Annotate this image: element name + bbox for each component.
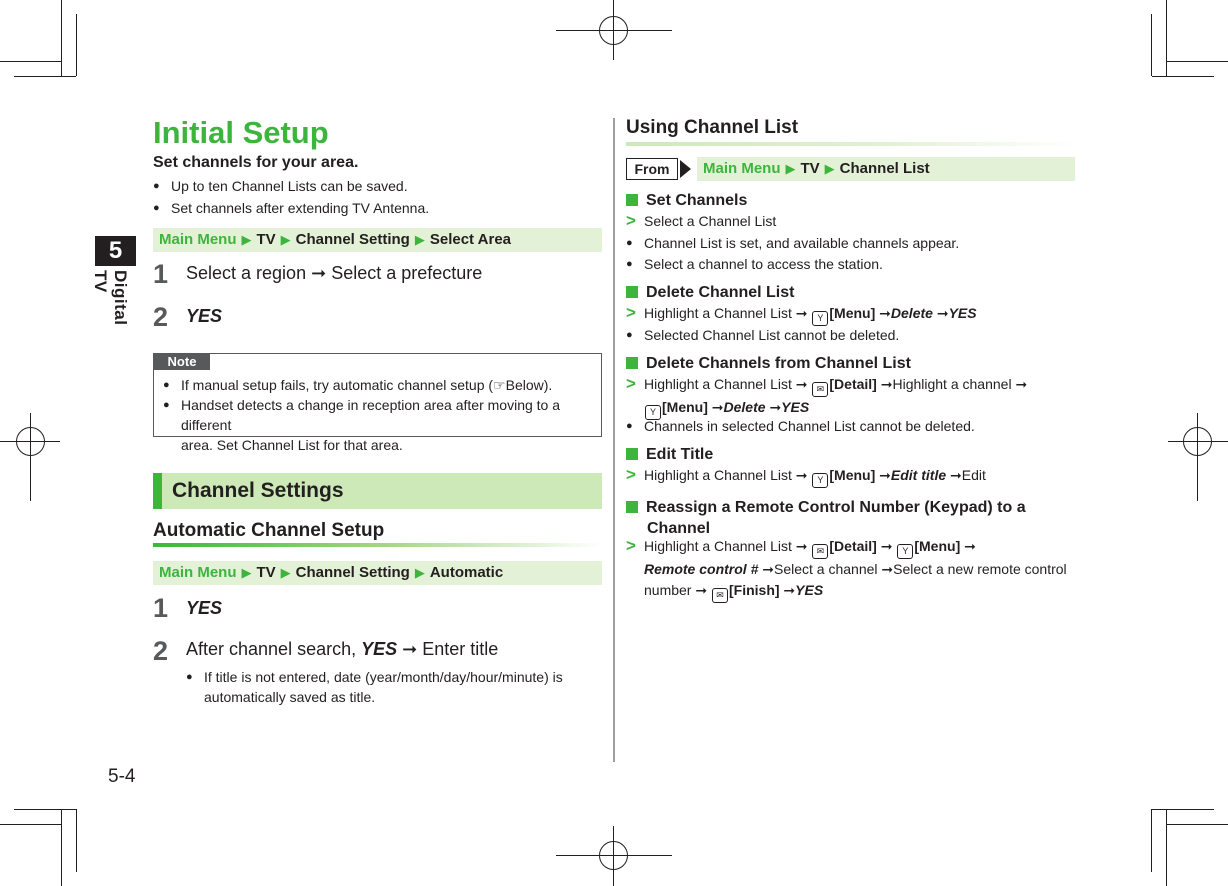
note-text: Below).: [505, 377, 553, 393]
chevron-right-icon: >: [626, 374, 636, 393]
chapter-title: Digital TV: [91, 270, 130, 326]
auto-step-1-text: YES: [186, 598, 223, 618]
arrow-right-icon: ➞: [695, 582, 708, 598]
arrow-right-icon: ➞: [880, 538, 893, 554]
breadcrumb-tv: TV: [256, 564, 276, 581]
square-bullet-icon: [626, 194, 638, 206]
action-text: YES: [781, 399, 810, 415]
square-bullet-icon: [626, 448, 638, 460]
step-text-part: Select a region: [186, 263, 307, 283]
arrow-right-icon: ➞: [1015, 376, 1028, 392]
arrow-right-icon: ➞: [879, 467, 891, 483]
step-text-part: YES: [361, 639, 398, 659]
title-underline: [626, 142, 1075, 146]
action-text: number: [644, 582, 692, 598]
square-bullet-icon: [626, 357, 638, 369]
action-text: [Menu]: [662, 399, 708, 415]
pointing-hand-icon: ☞: [493, 377, 506, 393]
breadcrumb-arrow-icon: ▶: [280, 232, 291, 247]
chevron-right-icon: >: [626, 303, 636, 322]
action-text: Select a new remote control: [893, 561, 1067, 577]
heading-text: Delete Channels from Channel List: [646, 355, 911, 372]
arrow-right-icon: ➞: [950, 467, 962, 483]
page-title: Initial Setup: [153, 115, 329, 150]
step-text-part: Enter title: [422, 639, 499, 659]
mail-key-icon: ✉: [812, 382, 828, 397]
action-text: [Finish]: [728, 582, 780, 598]
arrow-right-icon: ➞: [964, 538, 976, 554]
list-item: ● Channel List is set, and available channels appear.: [626, 233, 959, 253]
breadcrumb-main-menu: Main Menu: [159, 564, 237, 581]
arrow-right-icon: ➞: [711, 399, 724, 415]
page-number: 5-4: [108, 766, 136, 787]
mail-key-icon: ✉: [712, 588, 728, 603]
list-item: ● Selected Channel List cannot be deleted.: [626, 325, 899, 345]
arrow-right-icon: ➞: [762, 561, 774, 577]
breadcrumb-automatic: Automatic: [429, 564, 504, 581]
action-text: Select a channel: [773, 561, 878, 577]
from-label: From: [626, 158, 678, 180]
action-text: Edit: [961, 467, 986, 483]
arrow-right-icon: ➞: [795, 305, 808, 321]
action-text: Highlight a Channel List: [644, 467, 792, 483]
section-title: Channel Settings: [153, 473, 602, 509]
chapter-number: 5: [95, 236, 136, 266]
note-text: Handset detects a change in reception area after moving to a different: [181, 397, 561, 433]
arrow-right-icon: ➞: [880, 376, 893, 392]
action-line: [626, 374, 1027, 420]
step-1-text: [186, 263, 482, 284]
chevron-right-icon: >: [626, 536, 636, 555]
square-bullet-icon: [626, 286, 638, 298]
action-line: [626, 303, 977, 326]
from-arrow-icon: [680, 160, 691, 178]
edit-title-heading: [626, 446, 713, 464]
chevron-right-icon: >: [626, 465, 636, 484]
breadcrumb-channel-setting: Channel Setting: [295, 564, 410, 581]
action-text: [Menu]: [914, 538, 961, 554]
action-text: YES: [948, 305, 977, 321]
arrow-right-icon: ➞: [936, 305, 949, 321]
step-text-part: Select a prefecture: [331, 263, 483, 283]
arrow-right-icon: ➞: [795, 467, 808, 483]
breadcrumb-main-menu: Main Menu: [159, 231, 237, 248]
action-line: [626, 211, 776, 232]
breadcrumb-arrow-icon: ▶: [414, 232, 425, 247]
breadcrumb-arrow-icon: ▶: [785, 161, 796, 176]
action-text: Remote control #: [644, 561, 759, 577]
note-box: [153, 353, 602, 453]
action-text: Edit title: [890, 467, 947, 483]
breadcrumb: [153, 228, 602, 252]
heading-text: Reassign a Remote Control Number (Keypad) to a: [646, 499, 1026, 516]
note-text: automatically saved as title.: [204, 689, 376, 705]
step-number: 1: [153, 259, 169, 289]
action-text: Highlight a Channel List: [644, 305, 792, 321]
title-underline: [153, 543, 602, 547]
menu-key-icon: Y: [812, 473, 828, 488]
menu-key-icon: Y: [897, 544, 913, 559]
action-line: [626, 536, 1067, 603]
delete-channel-list-heading: [626, 284, 794, 302]
arrow-right-icon: ➞: [881, 561, 894, 577]
breadcrumb-channel-list: Channel List: [839, 160, 930, 177]
arrow-right-icon: ➞: [795, 538, 808, 554]
breadcrumb-channel-setting: Channel Setting: [295, 231, 410, 248]
step-number: 2: [153, 302, 169, 332]
note-text: If title is not entered, date (year/month/day/hour/minute) is: [204, 669, 563, 685]
heading-text: Edit Title: [646, 446, 714, 463]
breadcrumb: [697, 157, 1075, 181]
set-channels-heading: [626, 192, 747, 210]
action-text: Delete: [890, 305, 933, 321]
step-number: 1: [153, 593, 169, 623]
heading-text: Channel: [647, 520, 711, 537]
breadcrumb-arrow-icon: ▶: [824, 161, 835, 176]
action-text: [Menu]: [829, 467, 876, 483]
arrow-right-icon: ➞: [879, 305, 891, 321]
breadcrumb-tv: TV: [800, 160, 820, 177]
breadcrumb-arrow-icon: ▶: [280, 565, 291, 580]
step-text-part: After channel search,: [186, 639, 357, 659]
step-number: 2: [153, 636, 169, 666]
column-divider: [613, 118, 615, 762]
action-text: Highlight a Channel List: [644, 376, 792, 392]
auto-step-2-text: [186, 639, 498, 660]
list-item: ● Set channels after extending TV Antenna.: [153, 198, 429, 218]
action-text: Highlight a Channel List: [644, 538, 792, 554]
subsection-title: Automatic Channel Setup: [153, 520, 385, 541]
action-text: Select a Channel List: [644, 213, 777, 229]
note-text: area. Set Channel List for that area.: [181, 437, 403, 453]
list-item: [186, 667, 563, 707]
right-column-title: Using Channel List: [626, 117, 799, 138]
action-text: Delete: [723, 399, 766, 415]
note-item: [163, 395, 601, 455]
action-text: Highlight a channel: [892, 376, 1012, 392]
arrow-right-icon: ➞: [783, 582, 796, 598]
breadcrumb-select-area: Select Area: [429, 231, 512, 248]
heading-text: Set Channels: [646, 192, 748, 209]
mail-key-icon: ✉: [812, 544, 828, 559]
action-text: [Detail]: [829, 376, 877, 392]
chevron-right-icon: >: [626, 211, 636, 230]
breadcrumb-arrow-icon: ▶: [241, 565, 252, 580]
reassign-heading: [626, 497, 1026, 539]
initial-setup-subtitle: Set channels for your area.: [153, 154, 359, 171]
action-line: [626, 465, 986, 488]
square-bullet-icon: [626, 501, 638, 513]
note-label: Note: [154, 354, 210, 370]
action-text: YES: [795, 582, 824, 598]
breadcrumb-main-menu: Main Menu: [703, 160, 781, 177]
breadcrumb-arrow-icon: ▶: [241, 232, 252, 247]
step-2-text: YES: [186, 306, 223, 326]
heading-text: Delete Channel List: [646, 284, 795, 301]
list-item: ● Up to ten Channel Lists can be saved.: [153, 176, 408, 196]
arrow-right-icon: ➞: [402, 639, 418, 659]
note-text: If manual setup fails, try automatic channel setup (: [181, 377, 494, 393]
breadcrumb-arrow-icon: ▶: [414, 565, 425, 580]
menu-key-icon: Y: [645, 405, 661, 420]
note-item: [163, 375, 552, 395]
list-item: ● Channels in selected Channel List cannot be deleted.: [626, 416, 975, 436]
breadcrumb: [153, 561, 602, 585]
menu-key-icon: Y: [812, 311, 828, 326]
list-item: ● Select a channel to access the station.: [626, 254, 883, 274]
action-text: [Detail]: [829, 538, 877, 554]
arrow-right-icon: ➞: [769, 399, 782, 415]
arrow-right-icon: ➞: [311, 263, 327, 283]
action-text: [Menu]: [829, 305, 876, 321]
arrow-right-icon: ➞: [795, 376, 808, 392]
delete-channels-heading: [626, 355, 911, 373]
breadcrumb-tv: TV: [256, 231, 276, 248]
